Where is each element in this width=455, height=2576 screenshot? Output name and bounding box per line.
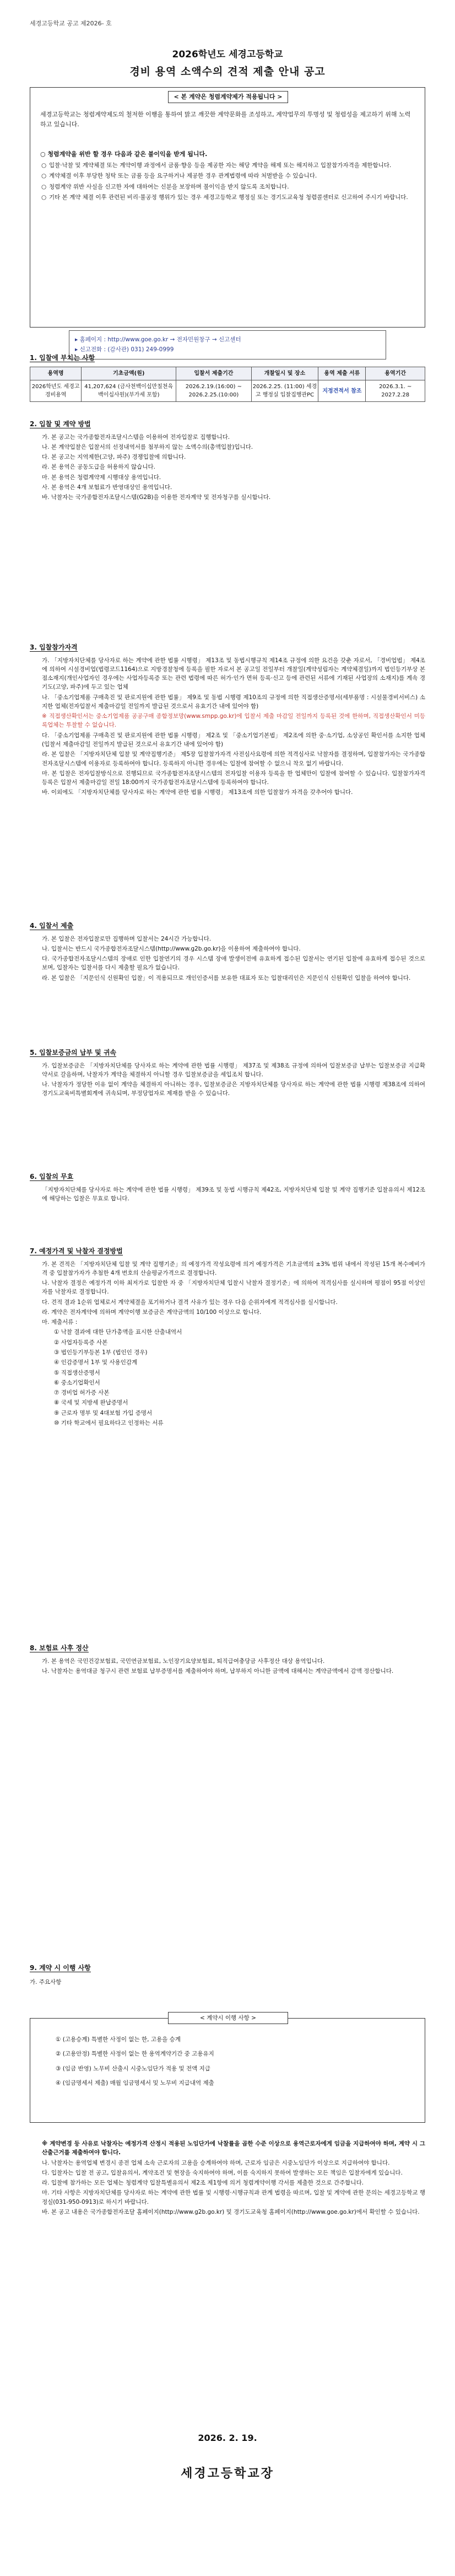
obligation-item: ① (고용승계) 특별한 사정이 없는 한, 고용을 승계 (56, 2036, 181, 2043)
section-award-method (30, 1246, 425, 1429)
section-title: 1. 입찰에 부치는 사항 (30, 354, 95, 362)
section-title: 7. 예정가격 및 낙찰자 결정방법 (30, 1247, 123, 1255)
section-bid-submission (30, 921, 425, 984)
cell-opening: 2026.2.25. (11:00) 세경고 행정실 입찰집행관PC (251, 380, 318, 402)
document-item: ② 사업자등록증 사본 (54, 1339, 108, 1346)
cell-name: 2026학년도 세경고 경비용역 (30, 380, 82, 402)
section-title: 4. 입찰서 제출 (30, 922, 74, 930)
list-item: 나. 본 계약입찰은 입찰서의 선정내역서를 첨부하지 않는 소액수의(총액입찰)입니다. (42, 443, 253, 450)
list-item: 나. 낙찰자가 정당한 이유 없이 계약을 체결하지 아니하는 경우, 입찰보증금은 지방자치단체를 당사자로 하는 계약에 관한 법률 시행령 제38조에 의하여 경기도교육비특별회계에 귀속되며, 부정당업자로 제재를 받을 수 있습니다. (42, 1081, 425, 1097)
bid-items-table (30, 367, 425, 402)
list-item: 나. 입찰서는 반드시 국가종합전자조달시스템(http://www.g2b.go.kr)을 이용하여 제출하여야 합니다. (42, 945, 301, 952)
integrity-box-title: < 본 계약은 청렴계약제가 적용됩니다 > (168, 91, 288, 103)
notice-item: ※ 직접생산확인서는 중소기업제품 공공구매 종합정보망(www.smpp.go.kr)에 입찰서 제출 마감일 전일까지 등록된 것에 한하며, 직접생산확인서 미등록업체는 투찰할 수 없습니다. (42, 713, 425, 729)
list-item: 라. 본 입찰은 「지방자치단체 입찰 및 계약집행기준」 제5장 입찰참가자격 사전심사요령에 의한 적격심사로 낙찰자를 결정하며, 입찰참가자는 국가종합전자조달시스템에 이용자로 등록하여야 합니다. 등록하지 아니한 경우에는 입찰에 참여할 수 없으니 착오 없기 바랍니다. (42, 751, 425, 767)
section-bid-method (30, 419, 425, 503)
document-item: ④ 인감증명서 1부 및 사용인감계 (54, 1359, 138, 1366)
section-title: 2. 입찰 및 계약 방법 (30, 420, 91, 428)
obligations-box (30, 2015, 425, 2123)
document-item: ⑥ 중소기업확인서 (54, 1379, 100, 1386)
list-item: 가. 본 용역은 국민건강보험료, 국민연금보험료, 노인장기요양보험료, 퇴직급여충당금 사후정산 대상 용역입니다. (42, 1657, 325, 1665)
obligations-box-title: < 계약시 이행 사항 > (168, 2012, 288, 2024)
table-row (30, 380, 425, 402)
list-item: 다. 입찰자는 입찰 전 공고, 입찰유의서, 계약조건 및 현장을 숙지하여야 하며, 이를 숙지하지 못하여 발생하는 모든 책임은 입찰자에게 있습니다. (42, 2169, 403, 2176)
list-item: 라. 본 입찰은 「지문인식 신원확인 입찰」이 적용되므로 개인인증서를 보유한 대표자 또는 입찰대리인은 지문인식 신원확인 입찰을 하여야 합니다. (42, 974, 411, 981)
doc-number: 세경고등학교 공고 제2026- 호 (30, 20, 112, 27)
document-item: ⑦ 경비업 허가증 사본 (54, 1389, 110, 1397)
section-eligibility (30, 642, 425, 798)
list-item: 가. 본 입찰은 전자입찰로만 집행하며 입찰서는 24시간 가능합니다. (42, 935, 212, 942)
notice-item: ※ 계약변경 등 사유로 낙찰자는 예정가격 산정시 적용된 노임단가에 낙찰률을 곱한 수준 이상으로 용역근로자에게 임금을 지급하여야 하며, 계약 시 그 산출근거를 제출하여야 합니다. (42, 2140, 425, 2156)
document-item: ⑨ 근로자 명부 및 4대보험 가입 증명서 (54, 1409, 153, 1416)
issuer-name: 세경고등학교장 (181, 2467, 274, 2481)
section-insurance-settlement (30, 1643, 425, 1677)
title-main: 경비 용역 소액수의 견적 제출 안내 공고 (129, 66, 326, 78)
section-title: 6. 입찰의 무효 (30, 1173, 74, 1180)
document-item: ③ 법인등기부등본 1부 (법인인 경우) (54, 1349, 148, 1356)
obligation-item: ③ (임금 반영) 노무비 산출시 시중노임단가 적용 및 전액 지급 (56, 2065, 210, 2072)
section-contract-notes (30, 2139, 425, 2218)
list-item: 가. 입찰보증금은 「지방자치단체를 당사자로 하는 계약에 관한 법률 시행령」 제37조 및 제38조 규정에 의하여 입찰보증금 납부는 입찰보증금 지급확약서로 갈음하며, 낙찰자가 계약을 체결하지 아니할 경우 입찰보증금을 세입조치 합니다. (42, 1062, 425, 1078)
table-header: 용역 제출 서류 (318, 367, 366, 380)
list-item: 다. 본 공고는 지역제한(고양, 파주) 경쟁입찰에 의합니다. (42, 454, 186, 461)
section-bid-items (30, 353, 425, 402)
section-bid-bond (30, 1048, 425, 1099)
section-title: 8. 보험료 사후 정산 (30, 1644, 89, 1652)
cell-period: 2026.2.19.(16:00) ~ 2026.2.25.(10:00) (176, 380, 251, 402)
integrity-contract-box (30, 87, 425, 353)
required-documents (42, 1328, 425, 1427)
announcement-date: 2026. 2. 19. (198, 2433, 257, 2443)
subsection-title: 가. 주요사항 (30, 1978, 62, 1985)
table-header: 입찰서 제출기간 (176, 367, 251, 380)
document-item: ① 낙찰 결과에 대한 단가총액을 표시한 산출내역서 (54, 1329, 182, 1336)
obligation-item: ② (고용안정) 특별한 사정이 없는 한 용역계약기간 중 고용유지 (56, 2051, 214, 2058)
list-item: 가. 본 공고는 국가종합전자조달시스템을 이용하여 전자입찰로 집행합니다. (42, 433, 230, 441)
list-item: 나. 낙찰자 결정은 예정가격 이하 최저가로 입찰한 자 중 「지방자치단체 입찰시 낙찰자 결정기준」에 의하여 적격심사를 실시하며 평점이 95점 이상인 자를 낙찰자로 결정합니다. (42, 1280, 425, 1296)
list-item: 나. 낙찰자는 용역대금 청구시 관련 보험료 납부증명서를 제출하여야 하며, 납부하지 아니한 금액에 대해서는 계약금액에서 감액 정산합니다. (42, 1667, 394, 1675)
list-item: 사. 본 용역은 4개 보험료가 반영대상인 용역입니다. (42, 484, 172, 491)
integrity-item: ○ 기타 본 계약 체결 이후 관련된 비리·불공정 행위가 있는 경우 세경고등학교 행정실 또는 경기도교육청 청렴콜센터로 신고하여 주시기 바랍니다. (40, 193, 415, 202)
section-contract-obligations (30, 1963, 425, 1995)
list-item: 마. 기타 사항은 지방자치단체를 당사자로 하는 계약에 관한 법률 및 시행령·시행규칙과 관계 법령을 따르며, 입찰 및 계약에 관한 문의는 세경고등학교 행정실(031-950-0913)로 하시기 바랍니다. (42, 2189, 425, 2205)
report-homepage[interactable]: ▸ 홈페이지 : http://www.goe.go.kr → 전자민원창구 → 신고센터 (75, 336, 241, 343)
list-item: 다. 국가종합전자조달시스템의 장애로 인한 입찰연기의 경우 시스템 장애 발생이전에 유효하게 접수된 입찰서는 연기된 입찰에 유효하게 접수된 것으로 보며, 입찰자는 입찰서를 다시 제출할 필요가 없습니다. (42, 956, 425, 972)
list-item: 가. 본 견적은 「지방자치단체 입찰 및 계약 집행기준」의 예정가격 작성요령에 의거 예정가격은 기초금액의 ±3% 범위 내에서 작성된 15개 복수예비가격 중 입찰참가자가 추첨한 4개 번호의 산술평균가격으로 결정합니다. (42, 1260, 425, 1276)
list-item: 라. 본 용역은 공동도급을 허용하지 않습니다. (42, 464, 155, 471)
table-header: 용역명 (30, 367, 82, 380)
table-header: 기초금액(원) (82, 367, 176, 380)
report-phone: ▸ 신고전화 : (감사관) 031) 249-0999 (75, 346, 174, 353)
document-item: ⑧ 국세 및 지방세 완납증명서 (54, 1399, 128, 1407)
integrity-list-heading: ○ 청렴계약을 위반 할 경우 다음과 같은 불이익을 받게 됩니다. (40, 151, 208, 158)
section-title: 3. 입찰참가자격 (30, 643, 78, 651)
list-item: 가. 「지방자치단체를 당사자로 하는 계약에 관한 법률 시행령」 제13조 및 동법시행규칙 제14조 규정에 의한 요건을 갖춘 자로서, 「경비업법」 제4조에 의하여 시설경비업(법령코드1164)으로 지방경찰청에 등록을 필한 자로서 본 공고일 전일부터 개찰일(계약성립자는 계약체결일)까지 법인등기부상 본점소재지(개인사업자인 경우에는 사업자등록증 또는 관련 법령에 따른 허가·인가 면허 등록·신고 등에 관련된 서류에 기재된 사업장의 소재지)를 계속 경기도(고양, 파주)에 두고 있는 업체 (42, 657, 425, 691)
table-header: 개찰일시 및 장소 (251, 367, 318, 380)
section-title: 9. 계약 시 이행 사항 (30, 1964, 91, 1972)
cell-price: 41,207,624 (금사천백이십만칠천육백이십사원)(부가세 포함) (82, 380, 176, 402)
document-item: ⑤ 직접생산증명서 (54, 1369, 100, 1376)
list-item: 바. 본 공고 내용은 국가종합전자조달 홈페이지(http://www.g2b.go.kr) 및 경기도교육청 홈페이지(http://www.goe.go.kr)에서 확인할 수 있습니다. (42, 2208, 420, 2215)
list-item: 「지방자치단체를 당사자로 하는 계약에 관한 법률 시행령」 제39조 및 동법 시행규칙 제42조, 지방자치단체 입찰 및 계약 집행기준 입찰유의서 제12조에 해당하는 입찰은 무효로 합니다. (42, 1186, 425, 1202)
list-item: 바. 낙찰자는 국가종합전자조달시스템(G2B)을 이용한 전자계약 및 전자청구를 실시합니다. (42, 494, 271, 501)
obligation-item: ④ (임금명세서 제출) 매월 임금명세서 및 노무비 지급내역 제출 (56, 2079, 214, 2086)
list-item: 마. 본 용역은 청렴계약제 시행대상 용역입니다. (42, 474, 161, 481)
section-invalid-bids (30, 1172, 425, 1204)
integrity-item: ○ 입찰·낙찰 및 계약체결 또는 계약이행 과정에서 금품·향응 등을 제공한 자는 해당 계약을 해제 또는 해지하고 입찰참가자격을 제한합니다. (40, 161, 415, 170)
list-item: 나. 「중소기업제품 구매촉진 및 판로지원에 관한 법률」 제9조 및 동법 시행령 제10조의 규정에 의한 직접생산증명서(세부품명 : 시설물경비서비스) 소지한 업체(전자입찰서 제출마감일 전일까지 발급된 것으로서 유효기간 내에 있어야 함) (42, 694, 425, 710)
list-item: 바. 이외에도 「지방자치단체를 당사자로 하는 계약에 관한 법률 시행령」 제13조에 의한 입찰참가 자격을 갖추어야 합니다. (42, 789, 353, 796)
cell-docs-note: 지정견적서 참조 (318, 380, 366, 402)
list-item: 마. 본 입찰은 전자입찰방식으로 진행되므로 국가종합전자조달시스템의 전자입찰 이용자 등록을 한 업체만이 입찰에 참여할 수 있습니다. 입찰참가자격 등록은 입찰서 제출마감일 전일 18:00까지 국가종합전자조달시스템에 등록하여야 합니다. (42, 770, 425, 786)
integrity-item: ○ 청렴계약 위반 사실을 신고한 자에 대하여는 신분을 보장하며 불이익을 받지 않도록 조치합니다. (40, 183, 415, 191)
table-header: 용역기간 (366, 367, 425, 380)
list-item: 다. 견적 결과 1순위 업체로서 계약체결을 포기하거나 결격 사유가 있는 경우 다음 순위자에게 적격심사를 실시합니다. (42, 1298, 338, 1306)
list-item: 라. 계약은 전자계약에 의하며 계약이행 보증금은 계약금액의 10/100 이상으로 합니다. (42, 1308, 262, 1316)
integrity-paragraph: 세경고등학교는 청렴계약제도의 철저한 이행을 통하여 맑고 깨끗한 계약문화를 조성하고, 계약업무의 투명성 및 청렴성을 제고하기 위해 노력하고 있습니다. (40, 111, 411, 128)
list-item: 다. 「중소기업제품 구매촉진 및 판로지원에 관한 법률 시행령」 제2조 및 「중소기업기본법」 제2조에 의한 중·소기업, 소상공인 확인서를 소지한 업체(입찰서 제출마감일 전일까지 발급된 것으로서 유효기간 내에 있어야 함) (42, 732, 425, 748)
section-title: 5. 입찰보증금의 납부 및 귀속 (30, 1049, 117, 1056)
title-school: 2026학년도 세경고등학교 (172, 49, 283, 60)
integrity-item: ○ 계약체결 이후 부당한 청탁 또는 금품 등을 요구하거나 제공한 경우 관계법령에 따라 처벌받을 수 있습니다. (40, 171, 415, 180)
cell-service-period: 2026.3.1. ~ 2027.2.28 (366, 380, 425, 402)
document-item: ⑩ 기타 학교에서 필요하다고 인정하는 서류 (54, 1419, 164, 1426)
list-item: 라. 입찰에 참가하는 모든 업체는 청렴계약 입찰특별유의서 제2조 제1항에 의거 청렴계약이행 각서를 제출한 것으로 간주합니다. (42, 2180, 364, 2187)
integrity-list (40, 149, 415, 203)
list-item: 나. 낙찰자는 용역업체 변경시 종전 업체 소속 근로자의 고용을 승계하여야 하며, 근로자 임금은 시중노임단가 이상으로 지급하여야 합니다. (42, 2159, 390, 2166)
list-item: 마. 제출서류 : (42, 1319, 78, 1326)
